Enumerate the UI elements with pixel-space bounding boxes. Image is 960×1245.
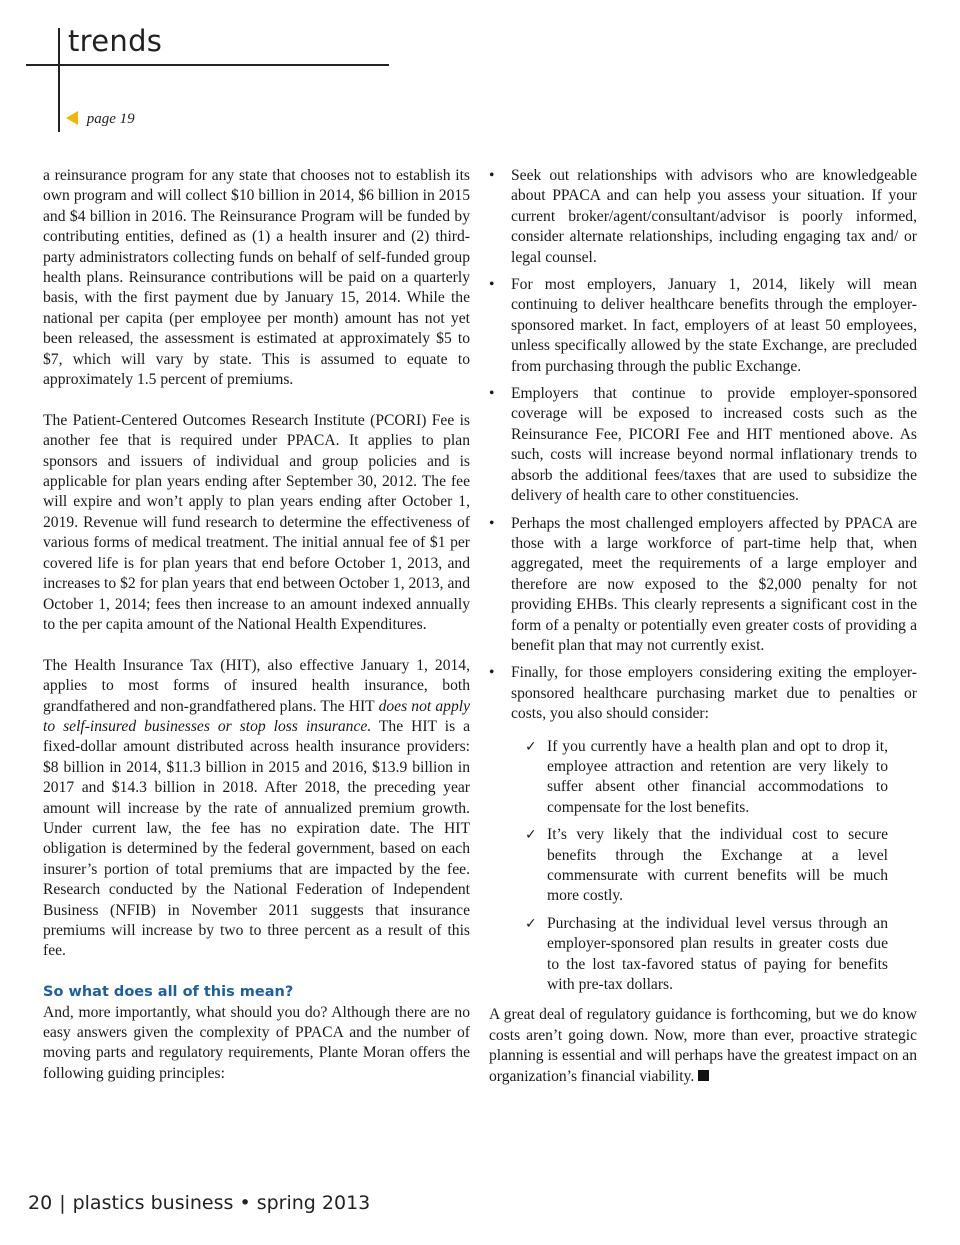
check-item — [525, 737, 888, 819]
checkmark-icon: ✓ — [525, 915, 537, 932]
paragraph-hit — [43, 656, 470, 962]
check-item-text: Purchasing at the individual level versus through an employer-sponsored plan results in greater costs due to the lost tax-favored status of paying for benefits with pre-tax dollars. — [547, 914, 888, 994]
section-title: trends — [68, 24, 163, 58]
footer-separator: | — [59, 1192, 66, 1214]
publication-name: plastics business — [72, 1192, 234, 1214]
bullet-icon: • — [489, 385, 495, 403]
bullet-icon: • — [489, 664, 495, 682]
checkmark-icon: ✓ — [525, 827, 537, 844]
header-vertical-rule — [58, 28, 60, 132]
left-column — [43, 166, 470, 1105]
checkmark-icon: ✓ — [525, 738, 537, 755]
check-item — [525, 825, 888, 907]
paragraph-reinsurance: a reinsurance program for any state that chooses not to establish its own program and will collect $10 billion in 2014, $6 billion in 2015 and $4 billion in 2016. The Reinsurance Program will be funded by contributing entities, defined as (1) a health insurer and (2) third-party administrators collecting funds on behalf of self-funded group health plans. Reinsurance contributions will be paid on a quarterly basis, with the first payment due by January 15, 2014. While the national per capita (per employee per month) amount has not yet been released, the assessment is estimated at approximately $5 to $7, which will vary by state. This is assumed to equate to approximately 1.5 percent of premiums. — [43, 167, 470, 389]
check-item-text: It’s very likely that the individual cost to secure benefits through the Exchange at a level commensurate with current benefits will be much more costly. — [547, 826, 888, 905]
end-mark-icon — [698, 1070, 709, 1081]
section-subhead: So what does all of this mean? — [43, 984, 294, 1001]
list-item — [489, 275, 917, 377]
list-item-text: Seek out relationships with advisors who are knowledgeable about PPACA and can help you assess your situation. If your current broker/agent/consultant/advisor is poorly informed, consider alternate relationships, including engaging tax and/ or legal counsel. — [511, 167, 917, 266]
continued-from-link[interactable] — [66, 111, 135, 128]
list-item — [489, 663, 917, 995]
closing-paragraph — [489, 1005, 917, 1087]
list-item-text: For most employers, January 1, 2014, likely will mean continuing to deliver healthcare benefits through the employer-sponsored market. In fact, employers of at least 50 employees, unless specifically allowed by the state Exchange, are precluded from purchasing through the public Exchange. — [511, 276, 917, 375]
footer-dot: • — [239, 1192, 251, 1214]
paragraph-guiding-principles: And, more importantly, what should you do? Although there are no easy answers given the complexity of PPACA and the number of moving parts and regulatory requirements, Plante Moran offers the following guiding principles: — [43, 1003, 470, 1082]
bullet-icon: • — [489, 167, 495, 184]
page-footer — [28, 1192, 370, 1214]
list-item — [489, 384, 917, 506]
continued-from-text: page 19 — [86, 111, 135, 127]
closing-text: A great deal of regulatory guidance is forthcoming, but we do know costs aren’t going down. Now, more than ever, proactive strategic planning is essential and will perhaps have the greatest impact on an organization’s financial viability. — [489, 1006, 917, 1085]
hit-text-italic: does not apply to self-insured businesses or stop loss insurance. — [43, 697, 471, 735]
paragraph-pcori: The Patient-Centered Outcomes Research Institute (PCORI) Fee is another fee that is required under PPACA. It applies to plan sponsors and issuers of individual and group policies and is applicable for plan years ending after September 30, 2012. The fee will expire and won’t apply to plan years ending after October 1, 2019. Revenue will fund research to determine the effectiveness of various forms of medical treatment. The initial annual fee of $1 per covered life is for plan years that end before October 1, 2013, and increases to $2 for plan years that end between October 1, 2013, and October 1, 2014; fees then increase to an amount indexed annually to the per capita amount of the National Health Expenditures. — [43, 411, 470, 633]
check-item — [525, 914, 888, 996]
right-column — [489, 166, 917, 1107]
hit-text-start: The Health Insurance Tax (HIT), also effective January 1, 2014, applies to most forms of insured health insurance, both grandfathered and non-grandfathered plans. The HIT — [43, 656, 470, 715]
list-item-text: Perhaps the most challenged employers affected by PPACA are those with a large workforce of part-time help that, when aggregated, meet the requirements of a large employer and therefore are now exposed to the $2,000 penalty for not providing EHBs. This clearly represents a significant cost in the form of a penalty or potentially even greater costs of providing a benefit plan that may not currently exist. — [511, 514, 917, 654]
left-arrow-icon — [66, 111, 78, 125]
page-number: 20 — [28, 1192, 53, 1214]
principles-list — [489, 166, 917, 995]
considerations-list — [511, 737, 917, 996]
list-item — [489, 166, 917, 268]
bullet-icon: • — [489, 514, 495, 532]
check-item-text: If you currently have a health plan and opt to drop it, employee attraction and retention are very likely to suffer absent other financial accommodations to compensate for the lost benefits. — [547, 737, 888, 816]
hit-text-end: The HIT is a fixed-dollar amount distributed across health insurance providers: $8 billion in 2014, $11.3 billion in 2015 and 2016, $13.9 billion in 2017 and $14.3 billion in 2018. After 2018, the preceding year amount will increase by the rate of annualized premium growth. Under current law, the fee has no expiration date. The HIT obligation is determined by the federal government, based on each insurer’s portion of total premiums that are impacted by the fee. Research conducted by the National Federation of Independent Business (NFIB) in November 2011 suggests that insurance premiums will increase by two to three percent as a result of this fee. — [43, 717, 471, 960]
list-item — [489, 514, 917, 657]
bullet-icon: • — [489, 276, 495, 294]
list-item-text: Finally, for those employers considering exiting the employer-sponsored healthcare purchasing market due to penalties or costs, you also should consider: — [511, 664, 917, 723]
header-rule — [26, 64, 389, 66]
list-item-text: Employers that continue to provide employer-sponsored coverage will be exposed to increased costs such as the Reinsurance Fee, PICORI Fee and HIT mentioned above. As such, costs will increase beyond normal inflationary trends to absorb the additional fees/taxes that are used to subsidize the delivery of health care to other constituencies. — [511, 385, 917, 505]
issue-date: spring 2013 — [256, 1192, 371, 1214]
